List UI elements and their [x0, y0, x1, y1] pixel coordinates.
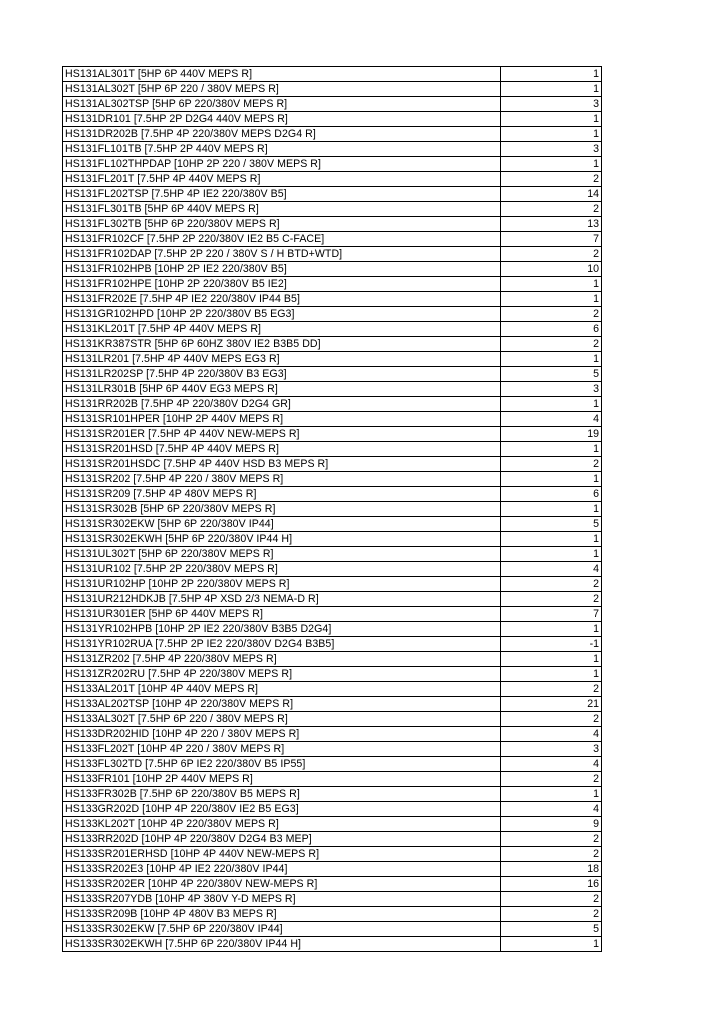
table-row	[63, 937, 602, 952]
quantity-cell: 19	[501, 427, 602, 442]
table-row	[63, 352, 602, 367]
quantity-cell: 1	[501, 292, 602, 307]
product-description-cell: HS131UR102 [7.5HP 2P 220/380V MEPS R]	[63, 562, 501, 577]
table-row	[63, 727, 602, 742]
quantity-cell: 21	[501, 697, 602, 712]
quantity-cell: 2	[501, 907, 602, 922]
quantity-cell: 16	[501, 877, 602, 892]
quantity-cell: 2	[501, 772, 602, 787]
quantity-cell: 1	[501, 472, 602, 487]
quantity-cell: 5	[501, 517, 602, 532]
product-description-cell: HS131ZR202RU [7.5HP 4P 220/380V MEPS R]	[63, 667, 501, 682]
table-row	[63, 652, 602, 667]
table-row	[63, 67, 602, 82]
quantity-cell: 2	[501, 892, 602, 907]
product-description-cell: HS131DR101 [7.5HP 2P D2G4 440V MEPS R]	[63, 112, 501, 127]
table-row	[63, 547, 602, 562]
product-description-cell: HS131FR202E [7.5HP 4P IE2 220/380V IP44 B5]	[63, 292, 501, 307]
quantity-cell: 3	[501, 142, 602, 157]
product-description-cell: HS131KL201T [7.5HP 4P 440V MEPS R]	[63, 322, 501, 337]
table-row	[63, 457, 602, 472]
quantity-cell: 18	[501, 862, 602, 877]
quantity-cell: 2	[501, 847, 602, 862]
table-row	[63, 502, 602, 517]
product-description-cell: HS133FL302TD [7.5HP 6P IE2 220/380V B5 IP55]	[63, 757, 501, 772]
product-description-cell: HS131SR201HSDC [7.5HP 4P 440V HSD B3 MEPS R]	[63, 457, 501, 472]
table-row	[63, 397, 602, 412]
quantity-cell: 1	[501, 82, 602, 97]
table-row	[63, 97, 602, 112]
quantity-cell: 1	[501, 67, 602, 82]
product-description-cell: HS131SR209 [7.5HP 4P 480V MEPS R]	[63, 487, 501, 502]
quantity-cell: 2	[501, 337, 602, 352]
product-description-cell: HS131UR301ER [5HP 6P 440V MEPS R]	[63, 607, 501, 622]
table-row	[63, 877, 602, 892]
quantity-cell: -1	[501, 637, 602, 652]
product-description-cell: HS131YR102RUA [7.5HP 2P IE2 220/380V D2G4 B3B5]	[63, 637, 501, 652]
product-description-cell: HS131RR202B [7.5HP 4P 220/380V D2G4 GR]	[63, 397, 501, 412]
quantity-cell: 7	[501, 607, 602, 622]
quantity-cell: 1	[501, 547, 602, 562]
table-row	[63, 262, 602, 277]
quantity-cell: 2	[501, 457, 602, 472]
product-description-cell: HS133RR202D [10HP 4P 220/380V D2G4 B3 MEP]	[63, 832, 501, 847]
table-row	[63, 562, 602, 577]
table-row	[63, 442, 602, 457]
product-description-cell: HS131KR387STR [5HP 6P 60HZ 380V IE2 B3B5 DD]	[63, 337, 501, 352]
table-row	[63, 742, 602, 757]
product-description-cell: HS133FR302B [7.5HP 6P 220/380V B5 MEPS R]	[63, 787, 501, 802]
product-description-cell: HS131FR102CF [7.5HP 2P 220/380V IE2 B5 C-FACE]	[63, 232, 501, 247]
table-row	[63, 187, 602, 202]
product-description-cell: HS133AL202TSP [10HP 4P 220/380V MEPS R]	[63, 697, 501, 712]
table-row	[63, 862, 602, 877]
table-row	[63, 697, 602, 712]
quantity-cell: 1	[501, 442, 602, 457]
quantity-cell: 1	[501, 532, 602, 547]
table-row	[63, 577, 602, 592]
quantity-cell: 13	[501, 217, 602, 232]
quantity-cell: 3	[501, 382, 602, 397]
product-description-cell: HS133SR202E3 [10HP 4P IE2 220/380V IP44]	[63, 862, 501, 877]
inventory-table-body	[63, 67, 602, 952]
quantity-cell: 9	[501, 817, 602, 832]
product-description-cell: HS131SR201HSD [7.5HP 4P 440V MEPS R]	[63, 442, 501, 457]
product-description-cell: HS131YR102HPB [10HP 2P IE2 220/380V B3B5 D2G4]	[63, 622, 501, 637]
product-description-cell: HS131FL201T [7.5HP 4P 440V MEPS R]	[63, 172, 501, 187]
product-description-cell: HS133FR101 [10HP 2P 440V MEPS R]	[63, 772, 501, 787]
table-row	[63, 322, 602, 337]
quantity-cell: 10	[501, 262, 602, 277]
product-description-cell: HS133SR209B [10HP 4P 480V B3 MEPS R]	[63, 907, 501, 922]
table-row	[63, 412, 602, 427]
table-row	[63, 787, 602, 802]
quantity-cell: 2	[501, 172, 602, 187]
quantity-cell: 5	[501, 367, 602, 382]
product-description-cell: HS131LR301B [5HP 6P 440V EG3 MEPS R]	[63, 382, 501, 397]
table-row	[63, 517, 602, 532]
table-row	[63, 112, 602, 127]
quantity-cell: 4	[501, 802, 602, 817]
product-description-cell: HS133SR202ER [10HP 4P 220/380V NEW-MEPS R]	[63, 877, 501, 892]
table-row	[63, 592, 602, 607]
quantity-cell: 1	[501, 787, 602, 802]
product-description-cell: HS131LR201 [7.5HP 4P 440V MEPS EG3 R]	[63, 352, 501, 367]
table-row	[63, 127, 602, 142]
quantity-cell: 1	[501, 112, 602, 127]
product-description-cell: HS131SR201ER [7.5HP 4P 440V NEW-MEPS R]	[63, 427, 501, 442]
quantity-cell: 2	[501, 307, 602, 322]
quantity-cell: 14	[501, 187, 602, 202]
table-row	[63, 217, 602, 232]
product-description-cell: HS131FR102HPB [10HP 2P IE2 220/380V B5]	[63, 262, 501, 277]
quantity-cell: 5	[501, 922, 602, 937]
product-description-cell: HS131FL102THPDAP [10HP 2P 220 / 380V MEPS R]	[63, 157, 501, 172]
table-row	[63, 772, 602, 787]
product-description-cell: HS131DR202B [7.5HP 4P 220/380V MEPS D2G4 R]	[63, 127, 501, 142]
quantity-cell: 1	[501, 937, 602, 952]
quantity-cell: 2	[501, 577, 602, 592]
quantity-cell: 1	[501, 157, 602, 172]
quantity-cell: 2	[501, 592, 602, 607]
product-description-cell: HS133GR202D [10HP 4P 220/380V IE2 B5 EG3]	[63, 802, 501, 817]
table-row	[63, 892, 602, 907]
table-row	[63, 607, 602, 622]
table-row	[63, 202, 602, 217]
table-row	[63, 172, 602, 187]
table-row	[63, 307, 602, 322]
product-description-cell: HS131AL302TSP [5HP 6P 220/380V MEPS R]	[63, 97, 501, 112]
table-row	[63, 802, 602, 817]
quantity-cell: 6	[501, 322, 602, 337]
quantity-cell: 1	[501, 397, 602, 412]
quantity-cell: 1	[501, 277, 602, 292]
product-description-cell: HS133KL202T [10HP 4P 220/380V MEPS R]	[63, 817, 501, 832]
table-row	[63, 277, 602, 292]
quantity-cell: 1	[501, 652, 602, 667]
table-row	[63, 532, 602, 547]
product-description-cell: HS131UR102HP [10HP 2P 220/380V MEPS R]	[63, 577, 501, 592]
product-description-cell: HS131FL301TB [5HP 6P 440V MEPS R]	[63, 202, 501, 217]
quantity-cell: 1	[501, 622, 602, 637]
table-row	[63, 832, 602, 847]
product-description-cell: HS131FL202TSP [7.5HP 4P IE2 220/380V B5]	[63, 187, 501, 202]
table-row	[63, 472, 602, 487]
table-row	[63, 142, 602, 157]
quantity-cell: 3	[501, 97, 602, 112]
table-row	[63, 337, 602, 352]
table-row	[63, 292, 602, 307]
product-description-cell: HS131UR212HDKJB [7.5HP 4P XSD 2/3 NEMA-D R]	[63, 592, 501, 607]
product-description-cell: HS131SR302EKW [5HP 6P 220/380V IP44]	[63, 517, 501, 532]
table-row	[63, 367, 602, 382]
quantity-cell: 1	[501, 667, 602, 682]
table-row	[63, 922, 602, 937]
quantity-cell: 2	[501, 712, 602, 727]
table-row	[63, 622, 602, 637]
product-description-cell: HS133SR201ERHSD [10HP 4P 440V NEW-MEPS R]	[63, 847, 501, 862]
product-description-cell: HS131FR102DAP [7.5HP 2P 220 / 380V S / H BTD+WTD]	[63, 247, 501, 262]
product-description-cell: HS131FL101TB [7.5HP 2P 440V MEPS R]	[63, 142, 501, 157]
table-row	[63, 847, 602, 862]
product-description-cell: HS131UL302T [5HP 6P 220/380V MEPS R]	[63, 547, 501, 562]
quantity-cell: 2	[501, 202, 602, 217]
product-description-cell: HS131SR302EKWH [5HP 6P 220/380V IP44 H]	[63, 532, 501, 547]
product-description-cell: HS131FL302TB [5HP 6P 220/380V MEPS R]	[63, 217, 501, 232]
product-description-cell: HS133AL302T [7.5HP 6P 220 / 380V MEPS R]	[63, 712, 501, 727]
product-description-cell: HS131GR102HPD [10HP 2P 220/380V B5 EG3]	[63, 307, 501, 322]
quantity-cell: 1	[501, 352, 602, 367]
quantity-cell: 2	[501, 247, 602, 262]
quantity-cell: 3	[501, 742, 602, 757]
quantity-cell: 2	[501, 682, 602, 697]
table-row	[63, 817, 602, 832]
product-description-cell: HS131ZR202 [7.5HP 4P 220/380V MEPS R]	[63, 652, 501, 667]
product-description-cell: HS133FL202T [10HP 4P 220 / 380V MEPS R]	[63, 742, 501, 757]
quantity-cell: 4	[501, 562, 602, 577]
product-description-cell: HS131SR302B [5HP 6P 220/380V MEPS R]	[63, 502, 501, 517]
table-row	[63, 487, 602, 502]
product-description-cell: HS133SR207YDB [10HP 4P 380V Y-D MEPS R]	[63, 892, 501, 907]
table-row	[63, 712, 602, 727]
product-description-cell: HS131FR102HPE [10HP 2P 220/380V B5 IE2]	[63, 277, 501, 292]
quantity-cell: 2	[501, 832, 602, 847]
product-description-cell: HS133DR202HID [10HP 4P 220 / 380V MEPS R]	[63, 727, 501, 742]
product-description-cell: HS133SR302EKW [7.5HP 6P 220/380V IP44]	[63, 922, 501, 937]
table-row	[63, 757, 602, 772]
table-row	[63, 157, 602, 172]
quantity-cell: 4	[501, 727, 602, 742]
table-row	[63, 382, 602, 397]
table-row	[63, 247, 602, 262]
table-row	[63, 682, 602, 697]
table-row	[63, 637, 602, 652]
quantity-cell: 1	[501, 502, 602, 517]
quantity-cell: 4	[501, 757, 602, 772]
product-description-cell: HS131AL302T [5HP 6P 220 / 380V MEPS R]	[63, 82, 501, 97]
inventory-table	[62, 66, 602, 952]
product-description-cell: HS131AL301T [5HP 6P 440V MEPS R]	[63, 67, 501, 82]
product-description-cell: HS133AL201T [10HP 4P 440V MEPS R]	[63, 682, 501, 697]
quantity-cell: 4	[501, 412, 602, 427]
table-row	[63, 427, 602, 442]
quantity-cell: 6	[501, 487, 602, 502]
quantity-cell: 1	[501, 127, 602, 142]
product-description-cell: HS131SR202 [7.5HP 4P 220 / 380V MEPS R]	[63, 472, 501, 487]
table-row	[63, 907, 602, 922]
quantity-cell: 7	[501, 232, 602, 247]
table-row	[63, 667, 602, 682]
product-description-cell: HS131LR202SP [7.5HP 4P 220/380V B3 EG3]	[63, 367, 501, 382]
table-row	[63, 232, 602, 247]
product-description-cell: HS133SR302EKWH [7.5HP 6P 220/380V IP44 H]	[63, 937, 501, 952]
table-row	[63, 82, 602, 97]
product-description-cell: HS131SR101HPER [10HP 2P 440V MEPS R]	[63, 412, 501, 427]
